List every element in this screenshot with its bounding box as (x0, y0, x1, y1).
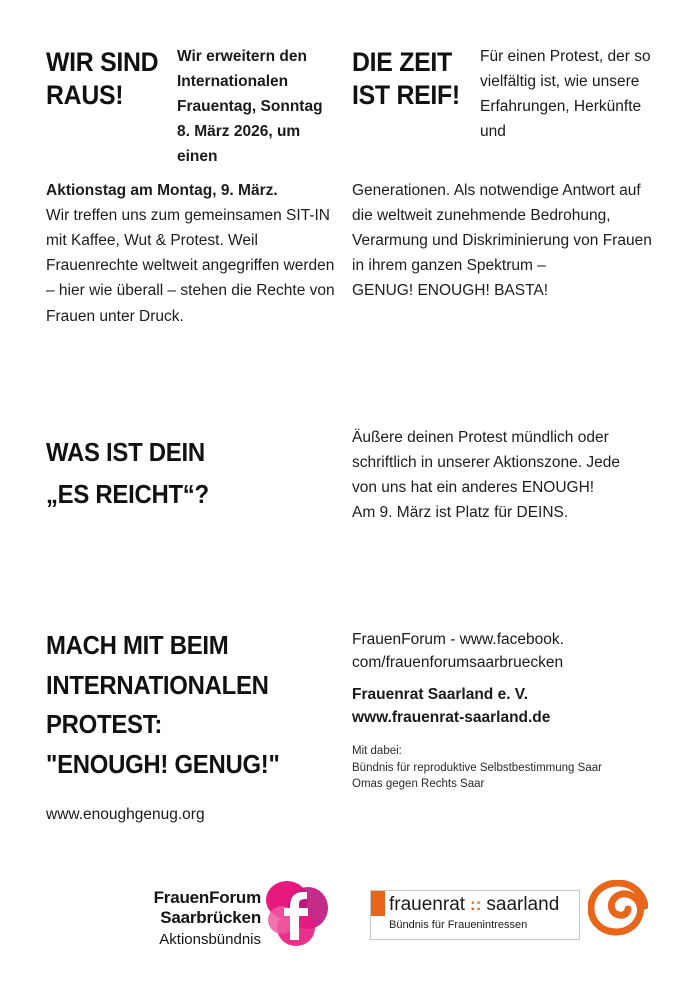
frauenforum-name: FrauenForum Saarbrücken (153, 888, 261, 927)
campaign-url[interactable]: www.enoughgenug.org (46, 806, 205, 823)
block1-right-body (352, 178, 652, 304)
block2-body-line2: Am 9. März ist Platz für DEINS. (352, 504, 569, 522)
headline-enough-genug: "ENOUGH! GENUG!" (46, 749, 280, 780)
block1-right-body-text: Generationen. Als notwendige Antwort auf die weltweit zunehmende Bedrohung, Verarmung und Diskriminierung von Frauen in ihrem ganzen Spektrum – (352, 182, 652, 275)
frauenrat-dots-icon: :: (470, 895, 482, 914)
contacts-block (352, 628, 652, 793)
block1-right-intro: Für einen Protest, der so vielfältig ist, wie unsere Erfahrungen, Herkünfte und (480, 48, 651, 141)
saarland-swirl-icon (588, 880, 648, 936)
frauenrat-saarland-text: saarland (486, 894, 560, 915)
block1-body (46, 178, 336, 329)
partner-item: Omas gegen Rechts Saar (352, 778, 485, 791)
headline-protest: PROTEST: (46, 709, 163, 740)
block1-lead: Aktionstag am Montag, 9. März. (46, 182, 278, 199)
headline-mach-mit (46, 630, 326, 781)
footer-logos (0, 872, 696, 962)
partner-item: Bündnis für reproduktive Selbstbestimmung Saar (352, 761, 602, 774)
headline-wir-sind-raus (46, 46, 196, 112)
partners-label: Mit dabei: (352, 745, 402, 757)
contact-frauenforum-line2[interactable]: com/frauenforumsaarbruecken (352, 654, 564, 672)
frauenforum-f-mark-icon (262, 878, 332, 948)
frauenforum-subtitle: Aktionsbündnis (159, 931, 261, 948)
headline-die-zeit-ist-reif (352, 46, 482, 112)
headline-was-ist-dein: WAS IST DEIN (46, 437, 205, 467)
block1-body-text: Wir treffen uns zum gemeinsamen SIT-IN mit Kaffee, Wut & Protest. Weil Frauenrechte weltweit angegriffen werden – hier wie überall – stehen die Rechte von Frauen unter Druck. (46, 207, 335, 325)
headline-was-ist-dein-es-reicht (46, 437, 316, 510)
headline-es-reicht: „ES REICHT“? (46, 478, 209, 509)
block2-body (352, 425, 642, 525)
frauenrat-saarland-logo (370, 890, 580, 940)
contact-frauenrat-url[interactable]: www.frauenrat-saarland.de (352, 708, 551, 726)
block1-intro-text: Wir erweitern den Internationalen Frauentag, Sonntag 8. März 2026, um einen (177, 48, 323, 166)
contact-frauenrat-name: Frauenrat Saarland e. V. (352, 685, 529, 703)
frauenrat-wordmark (389, 892, 559, 918)
frauenrat-subtitle: Bündnis für Frauenintressen (389, 919, 528, 931)
frauenforum-logo-text (51, 888, 261, 948)
headline-die-zeit-ist-reif-text: DIE ZEIT IST REIF! (352, 47, 460, 110)
headline-internationalen: INTERNATIONALEN (46, 669, 269, 700)
headline-wir-sind-raus-text: WIR SIND RAUS! (46, 47, 159, 110)
partners-block (352, 743, 652, 793)
frauenrat-orange-bar-icon (371, 891, 385, 916)
frauenrat-name-text: frauenrat (389, 894, 466, 915)
block2-body-text: Äußere deinen Protest mündlich oder schriftlich in unserer Aktionszone. Jede von uns hat ein anderes ENOUGH! (352, 429, 620, 497)
block1-right-shout: GENUG! ENOUGH! BASTA! (352, 282, 549, 300)
contact-frauenforum-line1: FrauenForum - www.facebook. (352, 631, 564, 648)
headline-mach-mit-beim: MACH MIT BEIM (46, 630, 229, 660)
